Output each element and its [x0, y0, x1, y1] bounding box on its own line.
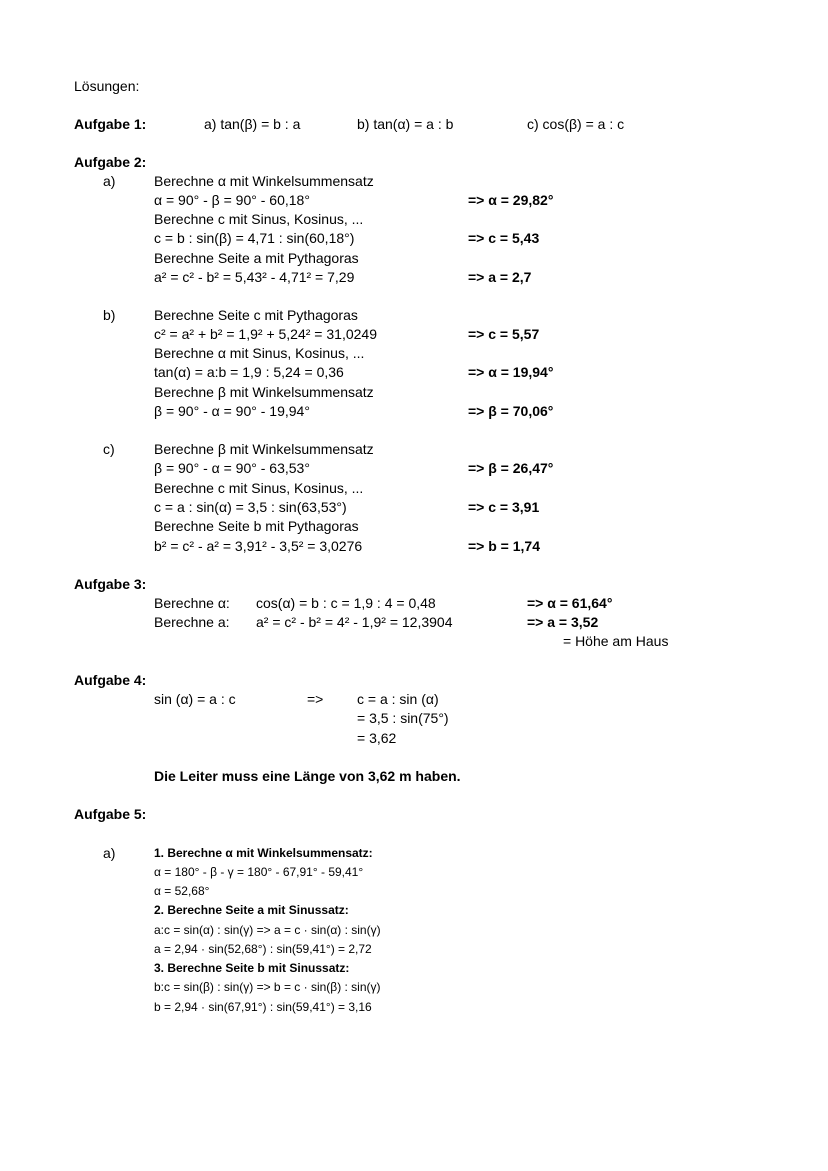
- task-2c-line: b² = c² - a² = 3,91² - 3,5² = 3,0276: [154, 538, 363, 554]
- task-2a-result: => a = 2,7: [468, 269, 532, 285]
- task-4-arrow: =>: [307, 691, 324, 707]
- task-2a-line: Berechne Seite a mit Pythagoras: [154, 250, 359, 266]
- task-2b-line: β = 90° - α = 90° - 19,94°: [154, 403, 310, 419]
- task-3-note: = Höhe am Haus: [563, 633, 669, 649]
- task-5a-line: α = 180° - β - γ = 180° - 67,91° - 59,41°: [154, 865, 364, 879]
- task-2b-line: tan(α) = a:b = 1,9 : 5,24 = 0,36: [154, 364, 344, 380]
- task-4-step: c = a : sin (α): [357, 691, 439, 707]
- task-3-title: Aufgabe 3:: [74, 576, 147, 592]
- task-2b-result: => α = 19,94°: [468, 364, 554, 380]
- task-5a-label: a): [103, 845, 116, 861]
- task-5a-line: b:c = sin(β) : sin(γ) => b = c · sin(β) : sin(γ): [154, 980, 381, 994]
- task-3-row-result: => a = 3,52: [527, 614, 599, 630]
- task-2a-line: Berechne c mit Sinus, Kosinus, ...: [154, 211, 364, 227]
- task-3-row-result: => α = 61,64°: [527, 595, 613, 611]
- task-2a-line: c = b : sin(β) = 4,71 : sin(60,18°): [154, 230, 355, 246]
- task-2b-label: b): [103, 307, 116, 323]
- task-2a-line: Berechne α mit Winkelsummensatz: [154, 173, 374, 189]
- task-2c-line: Berechne c mit Sinus, Kosinus, ...: [154, 480, 364, 496]
- task-1-answer-c: c) cos(β) = a : c: [527, 116, 625, 132]
- task-2b-result: => β = 70,06°: [468, 403, 554, 419]
- task-2b-line: Berechne Seite c mit Pythagoras: [154, 307, 358, 323]
- task-4-step: = 3,5 : sin(75°): [357, 710, 449, 726]
- task-5a-line: a:c = sin(α) : sin(γ) => a = c · sin(α) : sin(γ): [154, 923, 381, 937]
- task-5a-line: 3. Berechne Seite b mit Sinussatz:: [154, 961, 350, 975]
- task-2c-line: c = a : sin(α) = 3,5 : sin(63,53°): [154, 499, 347, 515]
- task-2b-result: => c = 5,57: [468, 326, 540, 342]
- task-1-title: Aufgabe 1:: [74, 116, 147, 132]
- task-2b-line: Berechne β mit Winkelsummensatz: [154, 384, 374, 400]
- task-2c-line: β = 90° - α = 90° - 63,53°: [154, 460, 310, 476]
- task-2-title: Aufgabe 2:: [74, 154, 147, 170]
- page-heading: Lösungen:: [74, 78, 140, 94]
- task-3-row-label: Berechne α:: [154, 595, 230, 611]
- task-3-row-equation: a² = c² - b² = 4² - 1,9² = 12,3904: [256, 614, 453, 630]
- task-2c-result: => c = 3,91: [468, 499, 540, 515]
- task-2a-line: a² = c² - b² = 5,43² - 4,71² = 7,29: [154, 269, 355, 285]
- task-5a-line: b = 2,94 · sin(67,91°) : sin(59,41°) = 3,16: [154, 1000, 372, 1014]
- task-5a-line: 1. Berechne α mit Winkelsummensatz:: [154, 846, 373, 860]
- task-3-row-label: Berechne a:: [154, 614, 230, 630]
- task-5a-line: α = 52,68°: [154, 884, 210, 898]
- task-5a-line: 2. Berechne Seite a mit Sinussatz:: [154, 903, 349, 917]
- task-2a-result: => α = 29,82°: [468, 192, 554, 208]
- task-2a-result: => c = 5,43: [468, 230, 540, 246]
- task-1-answer-a: a) tan(β) = b : a: [204, 116, 301, 132]
- task-4-title: Aufgabe 4:: [74, 672, 147, 688]
- task-3-row-equation: cos(α) = b : c = 1,9 : 4 = 0,48: [256, 595, 436, 611]
- task-4-equation: sin (α) = a : c: [154, 691, 236, 707]
- task-2c-line: Berechne Seite b mit Pythagoras: [154, 518, 359, 534]
- task-2b-line: Berechne α mit Sinus, Kosinus, ...: [154, 345, 365, 361]
- task-2b-line: c² = a² + b² = 1,9² + 5,24² = 31,0249: [154, 326, 377, 342]
- task-2c-label: c): [103, 441, 115, 457]
- task-2c-line: Berechne β mit Winkelsummensatz: [154, 441, 374, 457]
- task-2a-label: a): [103, 173, 116, 189]
- task-4-answer: Die Leiter muss eine Länge von 3,62 m haben.: [154, 768, 461, 784]
- task-4-step: = 3,62: [357, 730, 397, 746]
- task-2c-result: => b = 1,74: [468, 538, 540, 554]
- task-5a-line: a = 2,94 · sin(52,68°) : sin(59,41°) = 2,72: [154, 942, 372, 956]
- task-5-title: Aufgabe 5:: [74, 806, 147, 822]
- task-2c-result: => β = 26,47°: [468, 460, 554, 476]
- task-1-answer-b: b) tan(α) = a : b: [357, 116, 454, 132]
- task-2a-line: α = 90° - β = 90° - 60,18°: [154, 192, 310, 208]
